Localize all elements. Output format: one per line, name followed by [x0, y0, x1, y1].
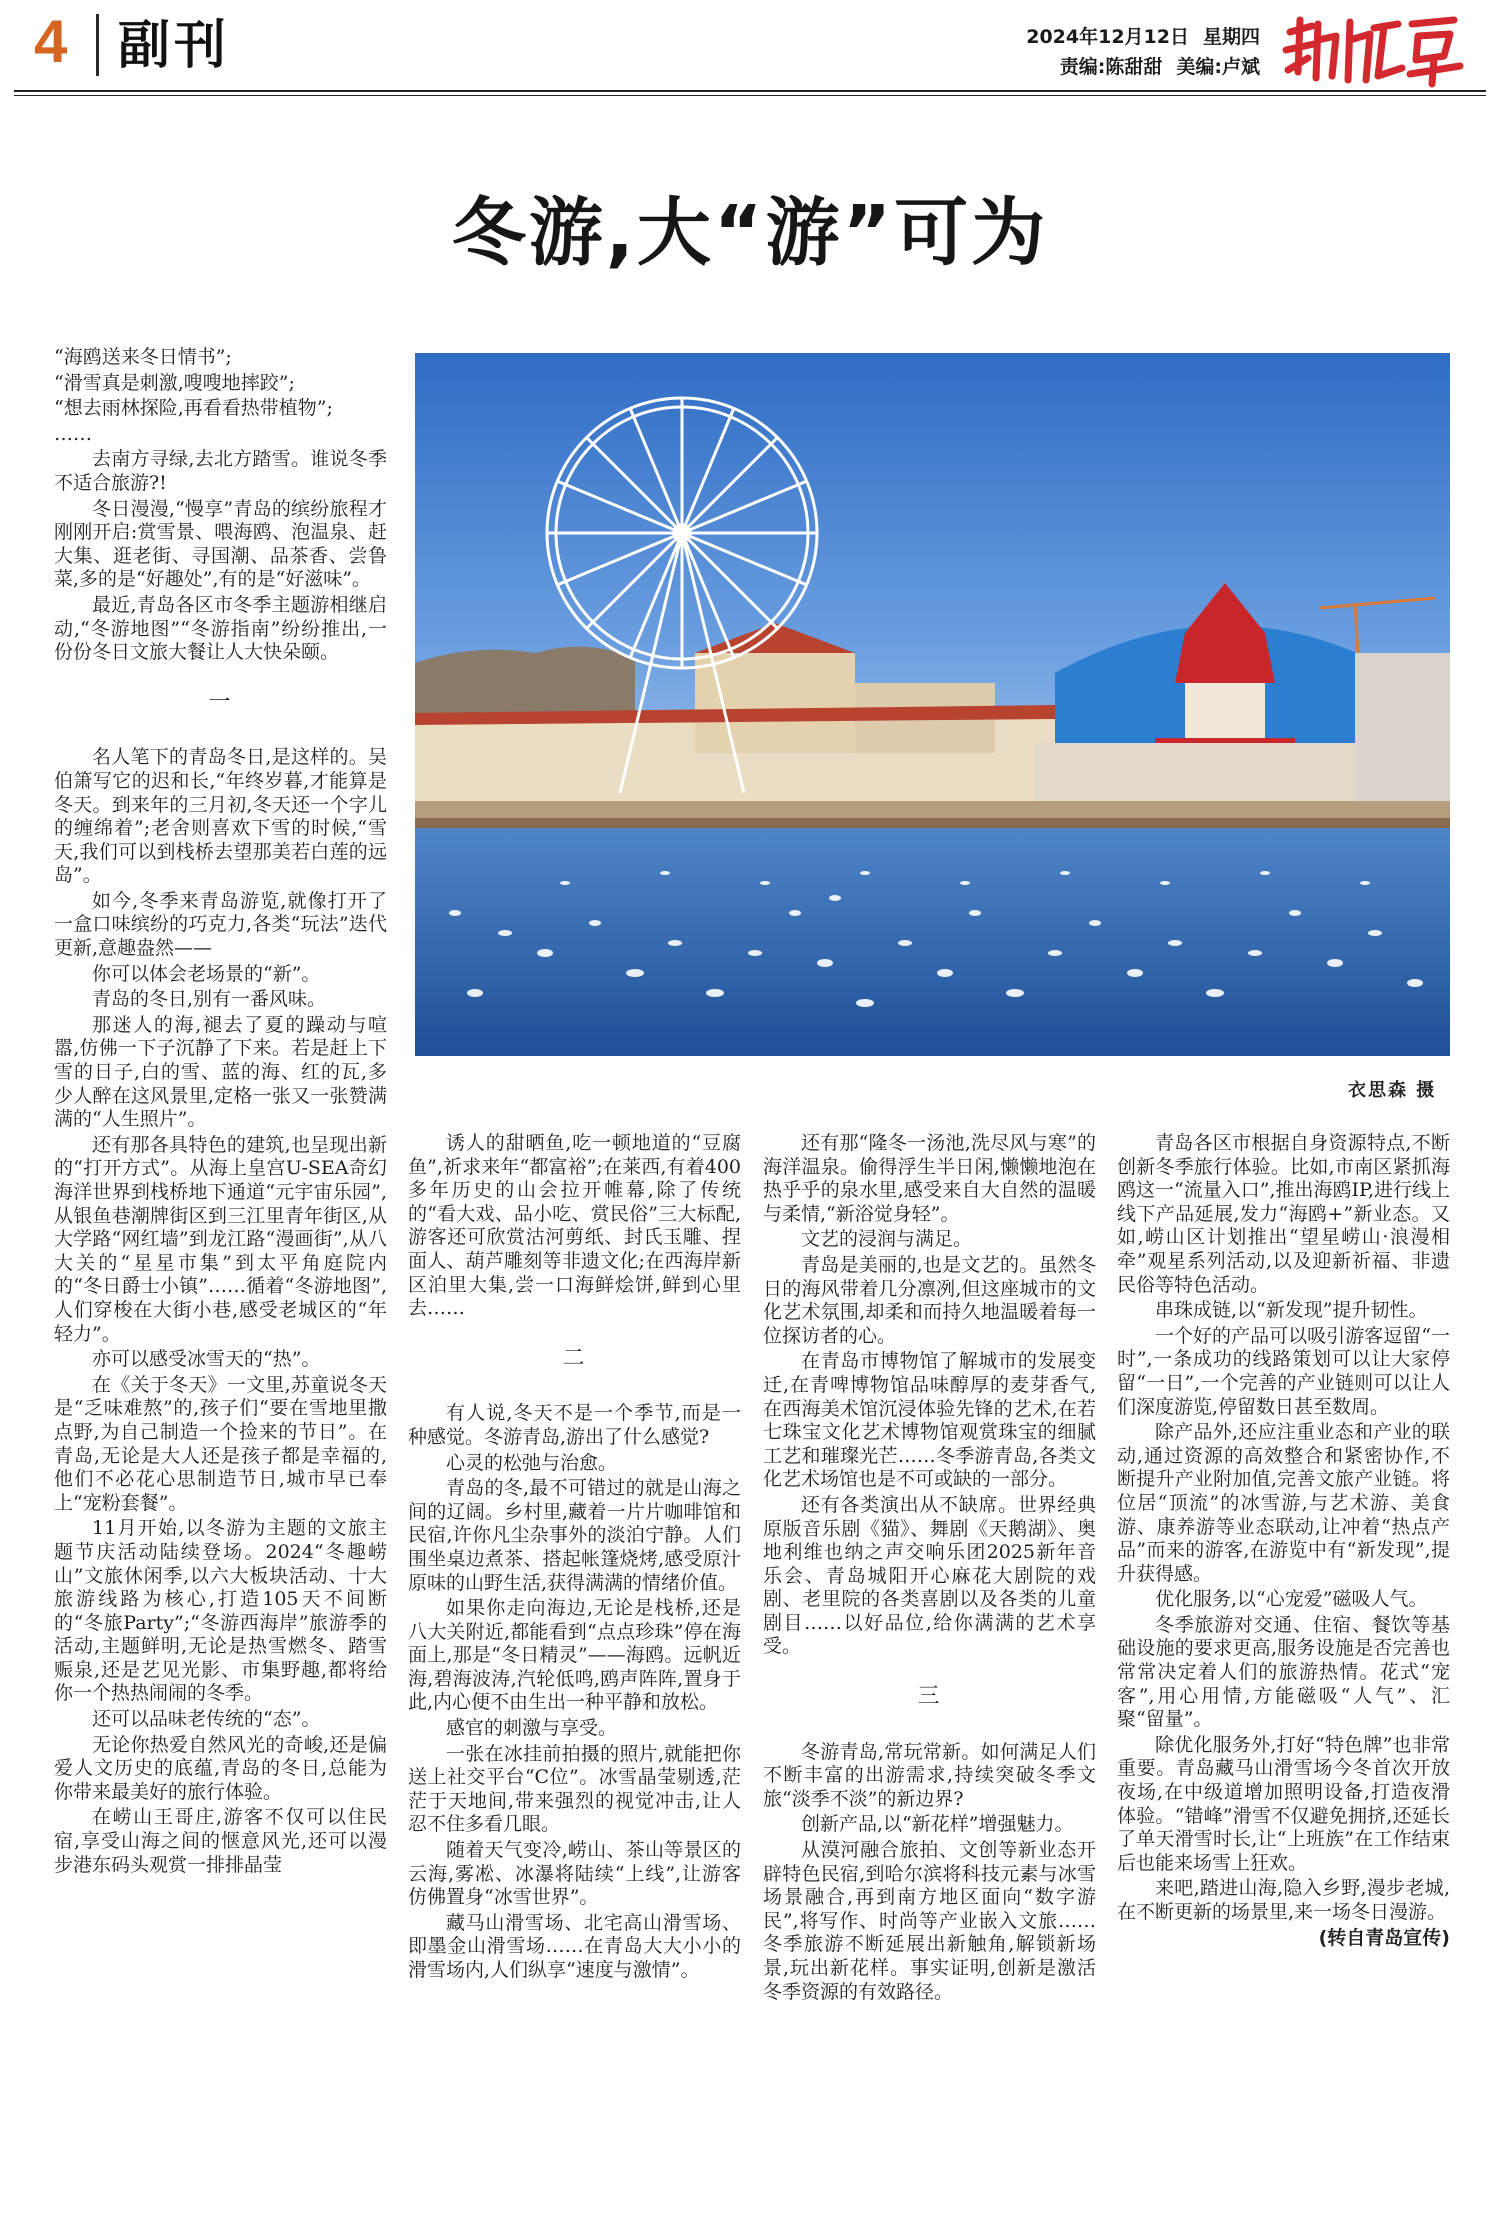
article-paragraph: 在青岛市博物馆了解城市的发展变迁,在青啤博物馆品味醇厚的麦芽香气,在西海美术馆沉浸体验先锋的艺术,在若七珠宝文化艺术博物馆观赏珠宝的细腻工艺和璀璨光芒……冬季游青岛,各类文化艺术场馆也是不可或缺的一部分。 — [763, 1350, 1096, 1491]
article-paragraph: 还有各类演出从不缺席。世界经典原版音乐剧《猫》、舞剧《天鹅湖》、奥地利维也纳之声交响乐团2025新年音乐会、青岛城阳开心麻花大剧院的戏剧、老里院的各类喜剧以及各类的儿童剧目……以好品位,给你满满的艺术享受。 — [763, 1493, 1096, 1658]
header-rule — [14, 90, 1486, 92]
section-number: 三 — [917, 1684, 942, 1710]
article-paragraph: 名人笔下的青岛冬日,是这样的。吴伯箫写它的迟和长,“年终岁暮,才能算是冬天。到来年的三月初,冬天还一个字儿的缠绵着”;老舍则喜欢下雪的时候,“雪天,我们可以到栈桥去望那美若白莲的远岛”。 — [54, 746, 387, 887]
article-paragraph: 一张在冰挂前拍摄的照片,就能把你送上社交平台“C位”。冰雪晶莹剔透,茫茫于天地间,带来强烈的视觉冲击,让人忍不住多看几眼。 — [408, 1742, 741, 1836]
article-paragraph: 青岛的冬,最不可错过的就是山海之间的辽阔。乡村里,藏着一片片咖啡馆和民宿,许你凡尘杂事外的淡泊宁静。人们围坐桌边煮茶、搭起帐篷烧烤,感受原汁原味的山野生活,获得满满的情绪价值。 — [408, 1477, 741, 1594]
article-paragraph: …… — [54, 422, 92, 445]
text-column-3 — [763, 1132, 1096, 2006]
article-paragraph: 在《关于冬天》一文里,苏童说冬天是“乏味难熬”的,孩子们“要在雪地里撒点野,为自己制造一个捡来的节日”。在青岛,无论是大人还是孩子都是幸福的,他们不必花心思制造节日,城市早已奉上“宠粉套餐”。 — [54, 1373, 387, 1514]
issue-meta — [1012, 22, 1260, 82]
section-title: 副刊 — [118, 16, 231, 76]
article-paragraph: 如果你走向海边,无论是栈桥,还是八大关附近,都能看到“点点珍珠”停在海面上,那是“冬日精灵”——海鸥。远帆近海,碧海波涛,汽轮低鸣,鸥声阵阵,置身于此,内心便不由生出一种平静和放松。 — [408, 1597, 741, 1714]
article-paragraph: 去南方寻绿,去北方踏雪。谁说冬季不适合旅游?! — [54, 448, 387, 494]
issue-weekday: 星期四 — [1202, 26, 1260, 48]
article-paragraph: 诱人的甜晒鱼,吃一顿地道的“豆腐鱼”,祈求来年“都富裕”;在莱西,有着400多年历史的山会拉开帷幕,除了传统的“看大戏、品小吃、赏民俗”三大标配,游客还可欣赏沽河剪纸、封氏玉雕、捏面人、葫芦雕刻等非遗文化;在西海岸新区泊里大集,尝一口海鲜烩饼,鲜到心里去…… — [408, 1132, 741, 1320]
article-paragraph: 青岛是美丽的,也是文艺的。虽然冬日的海风带着几分凛冽,但这座城市的文化艺术氛围,却柔和而持久地温暖着每一位探访者的心。 — [763, 1253, 1096, 1347]
text-column-1 — [54, 346, 387, 1879]
article-paragraph: 藏马山滑雪场、北宅高山滑雪场、即墨金山滑雪场……在青岛大大小小的滑雪场内,人们纵享“速度与激情”。 — [408, 1911, 741, 1981]
article-paragraph: 优化服务,以“心宠爱”磁吸人气。 — [1155, 1588, 1428, 1611]
article-photo — [415, 353, 1450, 1056]
article-paragraph: 还有那各具特色的建筑,也呈现出新的“打开方式”。从海上皇宫U-SEA奇幻海洋世界到栈桥地下通道“元宇宙乐园”,从银鱼巷潮牌街区到三江里青年街区,从大学路“网红墙”到龙江路“漫画街”,从八大关的“星星市集”到太平角庭院内的“冬日爵士小镇”……循着“冬游地图”,人们穿梭在大街小巷,感受老城区的“年轻力”。 — [54, 1133, 387, 1345]
article-source: (转自青岛宣传) — [1318, 1926, 1450, 1949]
article-paragraph: 冬游青岛,常玩常新。如何满足人们不断丰富的出游需求,持续突破冬季文旅“淡季不淡”的新边界? — [763, 1740, 1096, 1810]
article-paragraph: 那迷人的海,褪去了夏的躁动与喧嚣,仿佛一下子沉静了下来。若是赶上下雪的日子,白的雪、蓝的海、红的瓦,多少人醉在这风景里,定格一张又一张赞满满的“人生照片”。 — [54, 1013, 387, 1131]
article-paragraph: 从漠河融合旅拍、文创等新业态开辟特色民宿,到哈尔滨将科技元素与冰雪场景融合,再到南方地区面向“数字游民”,将写作、时尚等产业嵌入文旅……冬季旅游不断延展出新触角,解锁新场景,玩出新花样。事实证明,创新是激活冬季资源的有效路径。 — [763, 1839, 1096, 2003]
text-column-2 — [408, 1132, 741, 1985]
article-paragraph: 亦可以感受冰雪天的“热”。 — [92, 1348, 321, 1371]
article-paragraph: 在崂山王哥庄,游客不仅可以住民宿,享受山海之间的惬意风光,还可以漫步港东码头观赏一排排晶莹 — [54, 1806, 387, 1876]
article-paragraph: 来吧,踏进山海,隐入乡野,漫步老城,在不断更新的场景里,来一场冬日漫游。 — [1117, 1877, 1450, 1923]
text-column-4 — [1117, 1132, 1450, 1952]
article-paragraph: 冬季旅游对交通、住宿、餐饮等基础设施的要求更高,服务设施是否完善也常常决定着人们的旅游热情。花式“宠客”,用心用情,方能磁吸“人气”、汇聚“留量”。 — [1117, 1613, 1450, 1731]
header-rule-thin — [14, 95, 1486, 96]
article-paragraph: 创新产品,以“新花样”增强魅力。 — [801, 1813, 1074, 1836]
article-paragraph: 青岛各区市根据自身资源特点,不断创新冬季旅行体验。比如,市南区紧抓海鸥这一“流量入口”,推出海鸥IP,进行线上线下产品延展,发力“海鸥+”新业态。又如,崂山区计划推出“望星崂山·浪漫相牵”观星系列活动,以及迎新祈福、非遗民俗等特色活动。 — [1117, 1132, 1450, 1296]
newspaper-logo — [1278, 10, 1468, 90]
article-paragraph: “滑雪真是刺激,嗖嗖地摔跤”; — [54, 371, 295, 394]
article-paragraph: 感官的刺激与享受。 — [446, 1717, 618, 1740]
article-paragraph: 还有那“隆冬一汤池,洗尽风与寒”的海洋温泉。偷得浮生半日闲,懒懒地泡在热乎乎的泉水里,感受来自大自然的温暖与柔情,“新浴觉身轻”。 — [763, 1132, 1096, 1225]
section-number: 一 — [208, 689, 233, 715]
article-paragraph: 一个好的产品可以吸引游客逗留“一时”,一条成功的线路策划可以让大家停留“一日”,一个完善的产业链则可以让人们深度游览,停留数日甚至数周。 — [1117, 1324, 1450, 1418]
page-number: 4 — [34, 8, 68, 75]
article-paragraph: 心灵的松弛与治愈。 — [446, 1451, 618, 1474]
article-paragraph: 你可以体会老场景的“新”。 — [92, 962, 321, 985]
headline: 冬游,大“游”可为 — [451, 190, 1049, 276]
article-paragraph: 除优化服务外,打好“特色牌”也非常重要。青岛藏马山滑雪场今冬首次开放夜场,在中级道增加照明设备,打造夜滑体验。“错峰”滑雪不仅避免拥挤,还延长了单天滑雪时长,让“上班族”在工作结束后也能来场雪上狂欢。 — [1117, 1733, 1450, 1874]
issue-date: 2024年12月12日 — [1026, 26, 1189, 48]
article-paragraph: 还可以品味老传统的“态”。 — [92, 1708, 321, 1731]
article-paragraph: 如今,冬季来青岛游览,就像打开了一盒口味缤纷的巧克力,各类“玩法”迭代更新,意趣盎然—— — [54, 889, 387, 960]
article-paragraph: 最近,青岛各区市冬季主题游相继启动,“冬游地图”“冬游指南”纷纷推出,一份份冬日文旅大餐让人大快朵颐。 — [54, 593, 387, 664]
editor-credit: 责编:陈甜甜 — [1059, 56, 1163, 78]
photo-credit: 衣思森 摄 — [1348, 1080, 1437, 1101]
article-paragraph: 串珠成链,以“新发现”提升韧性。 — [1155, 1299, 1428, 1322]
article-paragraph: 冬日漫漫,“慢享”青岛的缤纷旅程才刚刚开启:赏雪景、喂海鸥、泡温泉、赶大集、逛老街、寻国潮、品茶香、尝鲁菜,多的是“好趣处”,有的是“好滋味”。 — [54, 497, 387, 591]
article-paragraph: “海鸥送来冬日情书”; — [54, 346, 232, 368]
article-paragraph: 无论你热爱自然风光的奇峻,还是偏爱人文历史的底蕴,青岛的冬日,总能为你带来最美好的旅行体验。 — [54, 1733, 387, 1803]
article-paragraph: 青岛的冬日,别有一番风味。 — [92, 988, 327, 1011]
article-paragraph: 11月开始,以冬游为主题的文旅主题节庆活动陆续登场。2024“冬趣崂山”文旅休闲季,以六大板块活动、十大旅游线路为核心,打造105天不间断的“冬旅Party”;“冬游西海岸”旅游季的活动,主题鲜明,无论是热雪燃冬、踏雪赈泉,还是艺见光影、市集野趣,都将给你一个热热闹闹的冬季。 — [54, 1517, 387, 1705]
article-paragraph: 有人说,冬天不是一个季节,而是一种感觉。冬游青岛,游出了什么感觉? — [408, 1402, 741, 1448]
designer-credit: 美编:卢斌 — [1176, 56, 1260, 78]
article-paragraph: “想去雨林探险,再看看热带植物”; — [54, 397, 333, 420]
article-paragraph: 随着天气变冷,崂山、茶山等景区的云海,雾凇、冰瀑将陆续“上线”,让游客仿佛置身“冰雪世界”。 — [408, 1839, 741, 1909]
header-divider — [96, 14, 99, 76]
article-paragraph: 除产品外,还应注重业态和产业的联动,通过资源的高效整合和紧密协作,不断提升产业附加值,完善文旅产业链。将位居“顶流”的冰雪游,与艺术游、美食游、康养游等业态联动,让冲着“热点产品”而来的游客,在游览中有“新发现”,提升获得感。 — [1117, 1421, 1450, 1585]
article-paragraph: 文艺的浸润与满足。 — [801, 1228, 973, 1251]
section-number: 二 — [562, 1345, 587, 1371]
